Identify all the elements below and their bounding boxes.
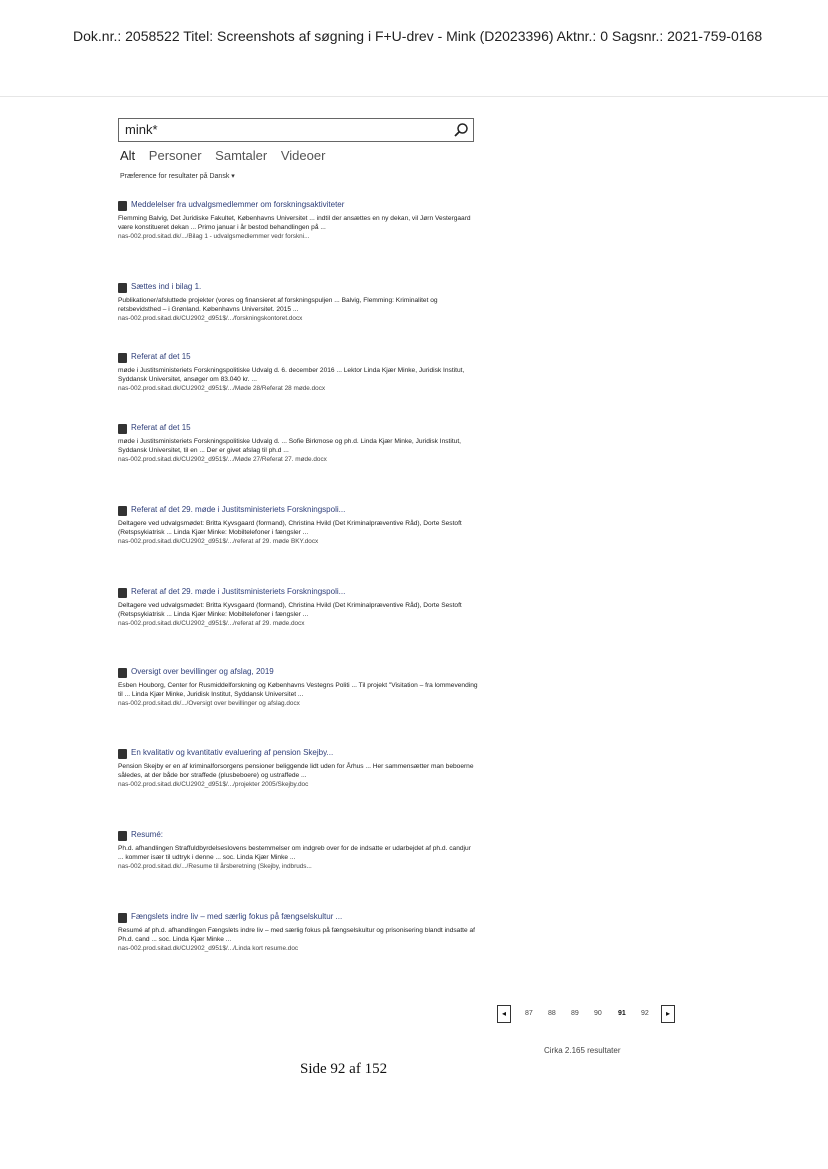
result-url[interactable]: nas-002.prod.sitad.dk/CU2902_d951$/.../Møde 27/Referat 27. møde.docx — [118, 456, 327, 463]
result-snippet: Pension Skejby er en af kriminalforsorgens pensioner beliggende lidt uden for Århus ... Her sammensætter man beboerne således, at der både bor straffede (plusbeboere) og ustraffede ... — [118, 763, 474, 779]
document-icon — [118, 913, 127, 923]
document-icon — [118, 506, 127, 516]
search-result — [118, 667, 478, 708]
search-result — [118, 505, 478, 546]
result-url[interactable]: nas-002.prod.sitad.dk/CU2902_d951$/.../referat af 29. møde.docx — [118, 620, 305, 627]
current-page: 91 — [618, 1010, 626, 1017]
result-title[interactable]: Fængslets indre liv – med særlig fokus på fængselskultur ... — [131, 912, 343, 921]
document-icon — [118, 424, 127, 434]
tab-videoer[interactable]: Videoer — [280, 148, 326, 163]
document-header: Dok.nr.: 2058522 Titel: Screenshots af søgning i F+U-drev - Mink (D2023396) Aktnr.: 0 Sagsnr.: 2021-759-0168 — [73, 28, 763, 44]
result-title-row — [118, 352, 478, 365]
result-url[interactable]: nas-002.prod.sitad.dk/.../Oversigt over bevillinger og afslag.docx — [118, 700, 300, 707]
result-count: Cirka 2.165 resultater — [544, 1046, 621, 1055]
result-title-row — [118, 423, 478, 436]
result-title-row — [118, 587, 478, 600]
result-url[interactable]: nas-002.prod.sitad.dk/CU2902_d951$/.../forskningskontoret.docx — [118, 315, 303, 322]
search-result — [118, 912, 478, 953]
result-url[interactable]: nas-002.prod.sitad.dk/.../Bilag 1 - udvalgsmedlemmer vedr forskni... — [118, 233, 310, 240]
search-result — [118, 352, 478, 393]
search-result — [118, 830, 478, 871]
result-title[interactable]: Oversigt over bevillinger og afslag, 2019 — [131, 667, 274, 676]
result-title-row — [118, 505, 478, 518]
result-title-row — [118, 200, 478, 213]
document-icon — [118, 831, 127, 841]
search-result — [118, 748, 478, 789]
search-value: mink* — [125, 122, 158, 137]
result-url[interactable]: nas-002.prod.sitad.dk/.../Resume til årsberetning (Skejby, indbruds... — [118, 863, 312, 870]
result-snippet: Resumé af ph.d. afhandlingen Fængslets indre liv – med særlig fokus på fængselskultur og prisonisering blandt indsatte af Ph.d. cand ... soc. Linda Kjær Minke ... — [118, 927, 475, 943]
result-snippet: Deltagere ved udvalgsmødet: Britta Kyvsgaard (formand), Christina Hvild (Det Kriminalpræventive Råd), Dorte Sestoft (Retspsykiatrisk ... Linda Kjær Minke: Mobiltelefoner i fængsler ... — [118, 602, 462, 618]
result-title[interactable]: Sættes ind i bilag 1. — [131, 282, 202, 291]
result-title[interactable]: Meddelelser fra udvalgsmedlemmer om forskningsaktiviteter — [131, 200, 345, 209]
header-divider — [0, 96, 828, 97]
result-snippet: møde i Justitsministeriets Forskningspolitiske Udvalg d. 6. december 2016 ... Lektor Linda Kjær Minke, Juridisk Institut, Syddansk Universitet, ansøger om 83.040 kr. ... — [118, 367, 465, 383]
document-icon — [118, 668, 127, 678]
search-result — [118, 200, 478, 241]
result-snippet: Flemming Balvig, Det Juridiske Fakultet, Københavns Universitet ... indtil der ansættes en ny dekan, vil Jørn Vestergaard være konstitueret dekan ... Primo januar i år bestod behandlingen på ... — [118, 215, 471, 231]
page-link[interactable]: 92 — [641, 1010, 649, 1017]
result-url[interactable]: nas-002.prod.sitad.dk/CU2902_d951$/.../Linda kort resume.doc — [118, 945, 299, 952]
result-title[interactable]: Resumé: — [131, 830, 164, 839]
search-result — [118, 423, 478, 464]
result-title-row — [118, 748, 478, 761]
result-url[interactable]: nas-002.prod.sitad.dk/CU2902_d951$/.../projekter 2005/Skejby.doc — [118, 781, 309, 788]
search-input[interactable] — [118, 118, 474, 142]
result-snippet: Publikationer/afsluttede projekter (vores og finansieret af forskningspuljen ... Balvig, Flemming: Kriminalitet og retsbevidsthed – i Grønland. Københavns Universitet. 2015 ... — [118, 297, 438, 313]
result-snippet: Esben Houborg, Center for Rusmiddelforskning og Københavns Vestegns Politi ... Til projekt "Visitation – fra lommevending til ... Linda Kjær Minke, Juridisk Institut, Syddansk Universitet ... — [118, 682, 478, 698]
language-preference[interactable]: Præference for resultater på Dansk ▾ — [120, 173, 235, 180]
page-link[interactable]: 90 — [594, 1010, 602, 1017]
page-link[interactable]: 87 — [525, 1010, 533, 1017]
search-result — [118, 587, 478, 628]
next-page-button[interactable]: ▸ — [661, 1005, 675, 1023]
prev-page-button[interactable]: ◂ — [497, 1005, 511, 1023]
result-url[interactable]: nas-002.prod.sitad.dk/CU2902_d951$/.../Møde 28/Referat 28 møde.docx — [118, 385, 326, 392]
result-title[interactable]: Referat af det 15 — [131, 423, 191, 432]
document-icon — [118, 283, 127, 293]
result-title-row — [118, 830, 478, 843]
tab-samtaler[interactable]: Samtaler — [215, 148, 268, 163]
search-result — [118, 282, 478, 323]
tab-alt[interactable]: Alt — [120, 148, 136, 163]
page-number-footer: Side 92 af 152 — [300, 1061, 388, 1077]
result-title[interactable]: En kvalitativ og kvantitativ evaluering af pension Skejby... — [131, 748, 334, 757]
result-snippet: møde i Justitsministeriets Forskningspolitiske Udvalg d. ... Sofie Birkmose og ph.d. Linda Kjær Minke, Juridisk Institut, Syddansk Universitet, til en ... Der er givet afslag til ph.d ... — [118, 438, 462, 454]
page-link[interactable]: 89 — [571, 1010, 579, 1017]
result-title[interactable]: Referat af det 29. møde i Justitsministeriets Forskningspoli... — [131, 587, 346, 596]
result-url[interactable]: nas-002.prod.sitad.dk/CU2902_d951$/.../referat af 29. møde BKY.docx — [118, 538, 319, 545]
result-title-row — [118, 282, 478, 295]
page-link[interactable]: 88 — [548, 1010, 556, 1017]
search-tabs — [120, 148, 335, 163]
document-icon — [118, 749, 127, 759]
document-icon — [118, 353, 127, 363]
result-snippet: Deltagere ved udvalgsmødet: Britta Kyvsgaard (formand), Christina Hvild (Det Kriminalpræventive Råd), Dorte Sestoft (Retspsykiatrisk ... Linda Kjær Minke: Mobiltelefoner i fængsler ... — [118, 520, 462, 536]
search-icon[interactable] — [453, 122, 469, 138]
document-icon — [118, 588, 127, 598]
tab-personer[interactable]: Personer — [148, 148, 202, 163]
result-title[interactable]: Referat af det 29. møde i Justitsministeriets Forskningspoli... — [131, 505, 346, 514]
result-title-row — [118, 912, 478, 925]
document-icon — [118, 201, 127, 211]
result-snippet: Ph.d. afhandlingen Straffuldbyrdelseslovens bestemmelser om indgreb over for de indsatte er udarbejdet af ph.d. candjur ... kommer især til udtryk i denne ... soc. Linda Kjær Minke ... — [118, 845, 471, 861]
result-title-row — [118, 667, 478, 680]
result-title[interactable]: Referat af det 15 — [131, 352, 191, 361]
